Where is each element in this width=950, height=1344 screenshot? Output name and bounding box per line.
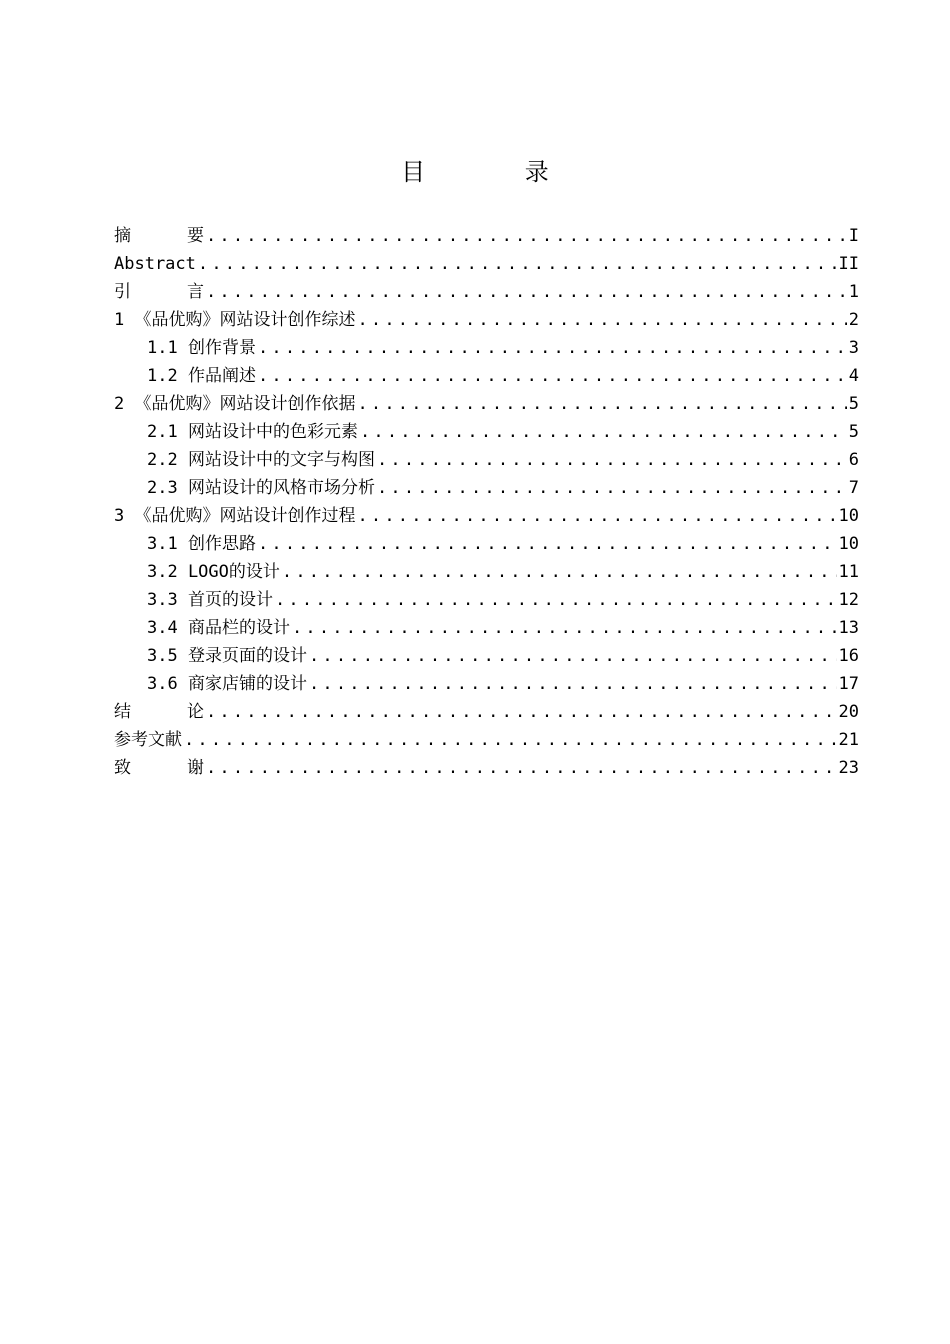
toc-entry-introduction[interactable] (114, 278, 859, 306)
toc-dot-leader (377, 446, 847, 474)
toc-entry-section-3-4[interactable] (114, 614, 859, 642)
toc-dot-leader (357, 306, 846, 334)
toc-entry-page: 1 (848, 282, 859, 302)
toc-entry-page: 13 (838, 618, 859, 638)
toc-entry-page: II (838, 254, 859, 274)
toc-entry-page: 23 (838, 758, 859, 778)
toc-entry-chapter-1[interactable] (114, 306, 859, 334)
toc-entry-label: 3.4 商品栏的设计 (147, 618, 290, 638)
toc-entry-section-3-5[interactable] (114, 642, 859, 670)
toc-entry-section-1-2[interactable] (114, 362, 859, 390)
toc-entry-label: 2.3 网站设计的风格市场分析 (147, 478, 375, 498)
toc-entry-abstract-cn[interactable] (114, 222, 859, 250)
toc-entry-label: 2.1 网站设计中的色彩元素 (147, 422, 358, 442)
toc-dot-leader (206, 698, 837, 726)
toc-entry-label: 2.2 网站设计中的文字与构图 (147, 450, 375, 470)
toc-entry-conclusion[interactable] (114, 698, 859, 726)
toc-entry-label: 1.2 作品阐述 (147, 366, 256, 386)
toc-dot-leader (309, 642, 837, 670)
toc-entry-page: 20 (838, 702, 859, 722)
toc-dot-leader (206, 222, 847, 250)
toc-entry-abstract-en[interactable] (114, 250, 859, 278)
toc-dot-leader (360, 418, 847, 446)
toc-entry-page: 7 (848, 478, 859, 498)
toc-entry-label: 致 谢 (114, 758, 204, 778)
toc-entry-section-1-1[interactable] (114, 334, 859, 362)
toc-dot-leader (198, 250, 837, 278)
toc-entry-page: 11 (838, 562, 859, 582)
toc-entry-label: 3.1 创作思路 (147, 534, 256, 554)
toc-entry-page: 5 (848, 422, 859, 442)
toc-entry-label: 3 《品优购》网站设计创作过程 (114, 506, 356, 526)
toc-dot-leader (357, 390, 846, 418)
toc-entry-label: 3.3 首页的设计 (147, 590, 273, 610)
toc-entry-label: 3.6 商家店铺的设计 (147, 674, 307, 694)
toc-entry-chapter-3[interactable] (114, 502, 859, 530)
toc-entry-label: 3.5 登录页面的设计 (147, 646, 307, 666)
toc-dot-leader (292, 614, 837, 642)
toc-entry-page: 10 (838, 534, 859, 554)
toc-entry-label: Abstract (114, 254, 196, 274)
toc-entry-section-2-3[interactable] (114, 474, 859, 502)
toc-entry-page: 6 (848, 450, 859, 470)
toc-entry-acknowledgements[interactable] (114, 754, 859, 782)
toc-entry-chapter-2[interactable] (114, 390, 859, 418)
toc-dot-leader (258, 362, 847, 390)
toc-entry-page: 4 (848, 366, 859, 386)
toc-entry-page: 17 (838, 674, 859, 694)
toc-entry-page: 3 (848, 338, 859, 358)
toc-entry-label: 参考文献 (114, 730, 182, 750)
toc-dot-leader (309, 670, 837, 698)
toc-entry-page: 2 (848, 310, 859, 330)
toc-entry-page: 21 (838, 730, 859, 750)
toc-entry-page: I (848, 226, 859, 246)
toc-entry-label: 1 《品优购》网站设计创作综述 (114, 310, 356, 330)
toc-entry-label: 摘 要 (114, 226, 204, 246)
toc-dot-leader (206, 278, 847, 306)
toc-dot-leader (206, 754, 837, 782)
toc-entry-section-3-3[interactable] (114, 586, 859, 614)
toc-entry-page: 5 (848, 394, 859, 414)
toc-entry-label: 2 《品优购》网站设计创作依据 (114, 394, 356, 414)
toc-entry-page: 10 (838, 506, 859, 526)
toc-entry-section-2-2[interactable] (114, 446, 859, 474)
toc-dot-leader (184, 726, 837, 754)
toc-dot-leader (357, 502, 836, 530)
toc-entry-section-2-1[interactable] (114, 418, 859, 446)
toc-entry-label: 3.2 LOGO的设计 (147, 562, 280, 582)
toc-dot-leader (275, 586, 837, 614)
toc-entry-label: 结 论 (114, 702, 204, 722)
toc-entry-page: 12 (838, 590, 859, 610)
toc-entry-label: 引 言 (114, 282, 204, 302)
toc-entry-label: 1.1 创作背景 (147, 338, 256, 358)
toc-entry-page: 16 (838, 646, 859, 666)
toc-entry-references[interactable] (114, 726, 859, 754)
toc-dot-leader (377, 474, 847, 502)
toc-entry-section-3-2[interactable] (114, 558, 859, 586)
toc-dot-leader (258, 334, 847, 362)
toc-dot-leader (258, 530, 837, 558)
toc-entry-section-3-1[interactable] (114, 530, 859, 558)
toc-dot-leader (282, 558, 837, 586)
toc-list (114, 222, 859, 782)
toc-title: 目 录 (401, 158, 595, 186)
toc-entry-section-3-6[interactable] (114, 670, 859, 698)
